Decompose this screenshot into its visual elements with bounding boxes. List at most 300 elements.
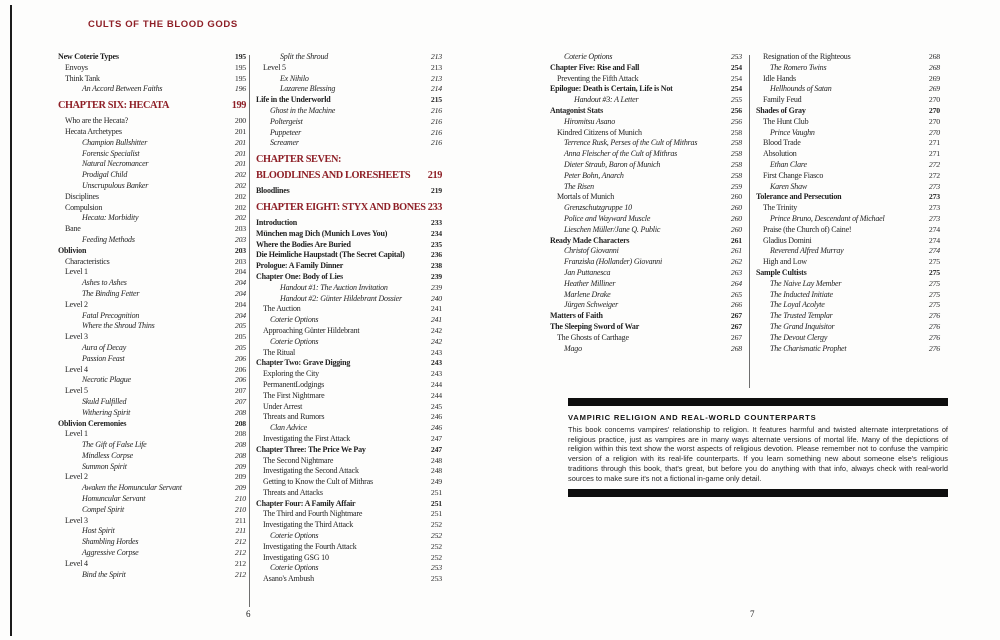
toc-entry-title: Terrence Rusk, Perses of the Cult of Mithras [564,138,698,148]
toc-entry-title: Think Tank [65,73,100,83]
toc-entry-page-number: 216 [430,116,442,126]
toc-entry [256,499,442,510]
toc-entry-page-number: 195 [234,62,246,72]
toc-entry-title: The Naive Lay Member [770,278,842,288]
toc-entry-title: Ashes to Ashes [82,278,127,288]
toc-entry-title: The Grand Inquisitor [770,321,835,331]
toc-entry [58,570,246,581]
toc-entry [58,332,246,343]
toc-entry-page-number: 251 [430,498,442,508]
toc-entry [256,106,442,117]
toc-entry [256,250,442,261]
toc-entry [756,160,940,171]
toc-entry-title: Level 5 [65,386,88,396]
toc-entry [256,315,442,326]
toc-entry-title: Mortals of Munich [557,192,615,202]
toc-entry [58,343,246,354]
toc-entry-page-number: 209 [234,461,246,471]
toc-entry-page-number: 240 [430,293,442,303]
toc-entry-page-number: 275 [928,267,940,277]
toc-entry-page-number: 208 [234,418,246,428]
toc-entry-page-number: 274 [928,235,940,245]
toc-entry [58,451,246,462]
toc-entry [756,182,940,193]
toc-entry [256,326,442,337]
toc-entry-page-number: 211 [235,515,246,525]
toc-entry-title: Die Heimliche Haupstadt (The Secret Capital) [256,250,405,260]
toc-entry [256,402,442,413]
toc-entry-title: First Change Fiasco [763,170,824,180]
toc-entry-page-number: 275 [928,300,940,310]
toc-entry-page-number: 243 [430,358,442,368]
toc-entry-title: Approaching Günter Hildebrant [263,325,360,335]
sidebar-title: VAMPIRIC RELIGION AND REAL-WORLD COUNTERPARTS [568,413,817,422]
toc-entry [256,63,442,74]
toc-entry [58,494,246,505]
toc-entry [58,440,246,451]
toc-entry-page-number: 253 [730,52,742,61]
toc-entry-title: Where the Shroud Thins [82,321,155,331]
toc-entry-page-number: 274 [928,224,940,234]
toc-entry-title: Jan Puttanesca [564,267,611,277]
toc-entry-page-number: 204 [234,267,246,277]
toc-entry [58,300,246,311]
toc-entry-title: Absolution [763,149,797,159]
toc-entry-title: Natural Necromancer [82,159,149,169]
sidebar-bottom-bar [568,489,948,497]
toc-entry [256,117,442,128]
toc-entry-page-number: 203 [234,245,246,255]
toc-entry-title: Asano's Ambush [263,574,314,584]
toc-entry [256,412,442,423]
toc-entry-title: High and Low [763,257,807,267]
toc-entry-page-number: 268 [928,62,940,72]
toc-entry-title: Kindred Citizens of Munich [557,127,642,137]
toc-entry-title: Summon Spirit [82,461,127,471]
toc-entry-title: Preventing the Fifth Attack [557,73,639,83]
toc-entry-page-number: 247 [430,444,442,454]
toc-entry-page-number: 209 [234,483,246,493]
toc-entry-page-number: 275 [928,289,940,299]
toc-entry-title: Dieter Straub, Baron of Munich [564,159,661,169]
toc-entry-page-number: 252 [430,520,442,530]
toc-entry-title: Passion Feast [82,353,125,363]
toc-entry-page-number: 276 [928,321,940,331]
toc-entry-page-number: 269 [928,73,940,83]
toc-entry-title: Antagonist Stats [550,105,604,115]
toc-entry-page-number: 270 [928,105,940,115]
toc-entry-title: Awaken the Homuncular Servant [82,483,182,493]
toc-entry-title: The Gift of False Life [82,440,147,450]
toc-entry-page-number: 243 [430,347,442,357]
toc-entry [256,138,442,149]
toc-entry [58,526,246,537]
toc-entry-title: Grenzschutzgruppe 10 [564,203,632,213]
toc-entry-page-number: 267 [730,321,742,331]
toc-entry-title: Handout #1: The Auction Invitation [280,282,388,292]
toc-entry-title: Bind the Spirit [82,569,126,579]
toc-entry-page-number: 261 [730,235,742,245]
toc-entry-page-number: 199 [231,100,246,112]
toc-entry [256,52,442,63]
toc-entry-page-number: 241 [430,315,442,325]
toc-entry-page-number: 242 [430,325,442,335]
toc-entry [550,300,742,311]
toc-column-left-2 [256,52,442,585]
toc-entry-page-number: 256 [730,116,742,126]
toc-entry-title: Withering Spirit [82,407,131,417]
toc-entry-title: Idle Hands [763,73,796,83]
toc-entry [256,272,442,283]
toc-entry-page-number: 276 [928,343,940,353]
toc-entry-title: Chapter Two: Grave Digging [256,358,351,368]
toc-entry [550,128,742,139]
toc-entry-title: Hellhounds of Satan [770,84,832,94]
toc-entry-page-number: 208 [234,407,246,417]
toc-entry [550,182,742,193]
toc-entry [756,214,940,225]
toc-entry-page-number: 204 [234,278,246,288]
toc-entry [58,213,246,224]
toc-entry-page-number: 216 [430,105,442,115]
toc-entry [550,333,742,344]
toc-entry-page-number: 241 [430,304,442,314]
toc-column-right-2 [756,52,940,354]
toc-entry-page-number: 265 [730,289,742,299]
toc-entry [58,397,246,408]
toc-entry [756,192,940,203]
toc-entry [256,84,442,95]
toc-entry-title: Investigating the First Attack [263,433,351,443]
toc-entry [58,74,246,85]
toc-entry-title: CHAPTER SIX: HECATA [58,100,170,112]
toc-entry-page-number: 254 [730,84,742,94]
toc-entry-title: The First Nightmare [263,390,325,400]
toc-entry-title: Unscrupulous Banker [82,180,149,190]
toc-chapter-heading [256,170,442,186]
toc-entry-title: Ethan Clare [770,159,807,169]
toc-entry [550,279,742,290]
toc-entry-page-number: 201 [234,126,246,136]
toc-entry-page-number: 271 [928,138,940,148]
toc-entry-title: Epilogue: Death is Certain, Life is Not [550,84,673,94]
toc-entry [550,203,742,214]
toc-entry [58,116,246,127]
toc-entry-page-number: 210 [234,504,246,514]
toc-entry-page-number: 207 [234,386,246,396]
toc-entry [550,246,742,257]
toc-entry-page-number: 261 [730,246,742,256]
toc-entry [256,240,442,251]
column-divider-right-page [749,55,750,388]
toc-entry-page-number: 266 [730,300,742,310]
toc-entry-page-number: 234 [430,228,442,238]
toc-column-left-1 [58,52,246,580]
toc-entry-title: The Sleeping Sword of War [550,321,640,331]
sidebar-body-text: This book concerns vampires' relationship to religion. It features harmful and twisted alternate interpretations of religious practice, just as vampires are in many ways alternate versions of mortal life. Many of the depictions of religion within this text show the worst aspects of religious devotion. Please remember not to confuse the vampiric version of a religion with its real-life counterparts. If you learn something new about someone else's religious traditions through this book, that's great, but before you do anything with that info, always check with real-world sources to make sure it's not a fictional in-game only detail. [568,425,948,483]
toc-entry-title: The Romero Twins [770,62,827,72]
toc-entry [256,553,442,564]
toc-entry-page-number: 260 [730,203,742,213]
toc-entry [58,257,246,268]
toc-entry-page-number: 246 [430,412,442,422]
toc-entry-page-number: 274 [928,246,940,256]
toc-entry [58,365,246,376]
toc-entry-title: Handout #2: Günter Hildebrant Dossier [280,293,402,303]
toc-entry [256,348,442,359]
toc-entry [550,84,742,95]
toc-entry [58,224,246,235]
toc-entry-page-number: 212 [234,537,246,547]
toc-entry-title: Prodigal Child [82,170,128,180]
toc-entry [256,380,442,391]
toc-entry-title: The Trinity [763,203,798,213]
toc-entry-title: Who are the Hecata? [65,116,129,126]
toc-entry [756,257,940,268]
toc-entry [756,84,940,95]
toc-entry [756,63,940,74]
toc-entry [256,477,442,488]
toc-entry-title: München mag Dich (Munich Loves You) [256,228,388,238]
toc-entry-page-number: 236 [430,250,442,260]
toc-entry-title: Reverend Alfred Murray [770,246,844,256]
toc-entry-title: Life in the Underworld [256,95,331,105]
toc-entry-page-number: 203 [234,234,246,244]
toc-entry [58,246,246,257]
toc-entry-title: The Trusted Templar [770,311,833,321]
toc-entry [550,95,742,106]
toc-entry [58,181,246,192]
page-number-left: 6 [246,609,251,619]
toc-entry-title: Prologue: A Family Dinner [256,261,344,271]
toc-entry [756,300,940,311]
toc-entry [550,257,742,268]
page-number-right: 7 [750,609,755,619]
toc-entry [58,537,246,548]
toc-entry-title: Karen Shaw [770,181,808,191]
toc-entry-title: Investigating the Third Attack [263,520,354,530]
toc-entry-page-number: 213 [430,52,442,61]
toc-entry [256,304,442,315]
toc-entry [256,488,442,499]
toc-entry-title: Sample Cultists [756,267,807,277]
toc-entry-title: Coterie Options [270,315,319,325]
toc-entry [756,117,940,128]
toc-entry-page-number: 202 [234,213,246,223]
toc-entry [550,74,742,85]
toc-entry [550,117,742,128]
toc-entry [58,429,246,440]
toc-entry [550,268,742,279]
toc-entry [550,63,742,74]
toc-entry-page-number: 212 [234,558,246,568]
toc-entry-title: Peter Bohn, Anarch [564,170,624,180]
toc-entry-title: Level 3 [65,332,88,342]
toc-entry-page-number: 214 [430,84,442,94]
toc-entry [58,159,246,170]
toc-entry-title: Christof Giovanni [564,246,619,256]
toc-chapter-heading [58,95,246,116]
toc-entry-title: Blood Trade [763,138,801,148]
toc-entry-title: Level 3 [65,515,88,525]
toc-entry-title: Forensic Specialist [82,148,140,158]
toc-entry-title: Tolerance and Persecution [756,192,842,202]
toc-entry-page-number: 201 [234,148,246,158]
toc-entry [256,456,442,467]
toc-entry-title: New Coterie Types [58,52,119,61]
toc-entry-title: The Risen [564,181,594,191]
toc-entry-title: Resignation of the Righteous [763,52,851,61]
toc-entry-title: Coterie Options [270,531,319,541]
toc-entry-page-number: 244 [430,390,442,400]
toc-entry-page-number: 276 [928,332,940,342]
toc-entry-title: BLOODLINES AND LORESHEETS [256,170,411,182]
toc-entry-page-number: 206 [234,364,246,374]
toc-chapter-heading [256,197,442,218]
toc-entry-title: The Loyal Acolyte [770,300,825,310]
toc-entry-page-number: 272 [928,170,940,180]
toc-entry-page-number: 247 [430,433,442,443]
toc-entry-title: Lieschen Müller/Jane Q. Public [564,224,661,234]
toc-entry-title: Handout #3: A Letter [574,95,639,105]
toc-entry-title: Characteristics [65,256,110,266]
toc-entry-page-number: 212 [234,569,246,579]
toc-entry-title: Prince Vaughn [770,127,815,137]
toc-entry-title: Bane [65,224,81,234]
toc-entry [756,138,940,149]
toc-entry-page-number: 270 [928,127,940,137]
toc-entry-page-number: 263 [730,267,742,277]
toc-entry-page-number: 235 [430,239,442,249]
toc-entry-title: Heather Milliner [564,278,616,288]
toc-entry-title: Coterie Options [270,563,319,573]
toc-entry-title: Oblivion Ceremonies [58,418,127,428]
toc-entry [58,203,246,214]
toc-entry [58,321,246,332]
toc-entry-page-number: 202 [234,202,246,212]
toc-entry [756,95,940,106]
toc-entry [256,229,442,240]
toc-entry-page-number: 209 [234,472,246,482]
toc-entry [256,218,442,229]
toc-entry [58,559,246,570]
toc-entry-title: The Auction [263,304,301,314]
toc-entry [256,261,442,272]
toc-entry-page-number: 242 [430,336,442,346]
toc-entry [550,106,742,117]
toc-entry [256,369,442,380]
toc-entry [550,290,742,301]
toc-column-right-1 [550,52,742,354]
toc-entry-page-number: 202 [234,180,246,190]
toc-chapter-heading [256,149,442,170]
toc-entry [756,106,940,117]
toc-entry-page-number: 201 [234,159,246,169]
toc-entry-page-number: 213 [430,62,442,72]
toc-entry-title: Threats and Attacks [263,487,323,497]
toc-entry-title: Compel Spirit [82,504,125,514]
toc-entry-page-number: 267 [730,311,742,321]
toc-entry-title: Introduction [256,217,298,227]
toc-entry-page-number: 195 [234,52,246,61]
toc-entry [550,192,742,203]
toc-entry [58,192,246,203]
toc-entry-page-number: 260 [730,224,742,234]
toc-entry-page-number: 258 [730,138,742,148]
toc-entry-title: Oblivion [58,245,87,255]
toc-entry-page-number: 264 [730,278,742,288]
toc-entry-page-number: 249 [430,477,442,487]
toc-entry [58,375,246,386]
toc-entry [256,520,442,531]
toc-entry-page-number: 269 [928,84,940,94]
toc-entry-title: Family Feud [763,95,802,105]
toc-entry-page-number: 268 [928,52,940,61]
toc-entry [58,483,246,494]
column-divider-left-page [249,55,250,607]
toc-entry [256,542,442,553]
toc-entry [756,268,940,279]
toc-entry-title: The Second Nightmare [263,455,334,465]
toc-entry-title: Clan Advice [270,423,307,433]
toc-entry-title: Host Spirit [82,526,115,536]
toc-entry-title: Mindless Corpse [82,450,134,460]
toc-entry-page-number: 215 [430,95,442,105]
toc-entry [58,84,246,95]
toc-entry-title: CHAPTER SEVEN: [256,154,342,166]
toc-entry-title: Shambling Hordes [82,537,139,547]
toc-entry [58,311,246,322]
toc-entry-title: Champion Bullshitter [82,137,148,147]
toc-entry [256,434,442,445]
toc-entry-page-number: 239 [430,282,442,292]
toc-entry-title: Hecata: Morbidity [82,213,139,223]
toc-entry-page-number: 204 [234,299,246,309]
toc-entry-title: The Hunt Club [763,116,809,126]
toc-entry-title: Level 2 [65,472,88,482]
toc-entry [756,203,940,214]
toc-entry-title: Chapter Five: Rise and Fall [550,62,640,72]
toc-entry-title: Hecata Archetypes [65,126,122,136]
page-edge-line [10,5,12,636]
toc-entry-page-number: 262 [730,257,742,267]
toc-entry-title: Hiromitsu Asano [564,116,616,126]
toc-entry-title: Where the Bodies Are Buried [256,239,351,249]
toc-entry-page-number: 212 [234,548,246,558]
toc-entry-page-number: 216 [430,127,442,137]
toc-entry-page-number: 238 [430,261,442,271]
toc-entry [256,337,442,348]
toc-entry-page-number: 213 [430,73,442,83]
toc-entry-title: Prince Bruno, Descendant of Michael [770,213,885,223]
toc-entry-page-number: 255 [730,95,742,105]
toc-entry-title: Necrotic Plague [82,375,131,385]
toc-entry-page-number: 252 [430,552,442,562]
toc-entry-title: Getting to Know the Cult of Mithras [263,477,373,487]
toc-entry-title: Poltergeist [270,116,303,126]
toc-entry-page-number: 253 [430,574,442,584]
toc-entry-title: Shades of Gray [756,105,806,115]
toc-entry [256,574,442,585]
toc-entry-title: Level 4 [65,558,88,568]
toc-entry [58,267,246,278]
toc-entry-page-number: 259 [730,181,742,191]
toc-entry-title: Ex Nihilo [280,73,309,83]
toc-entry-page-number: 206 [234,375,246,385]
toc-entry [256,531,442,542]
toc-entry [58,289,246,300]
toc-entry [58,548,246,559]
